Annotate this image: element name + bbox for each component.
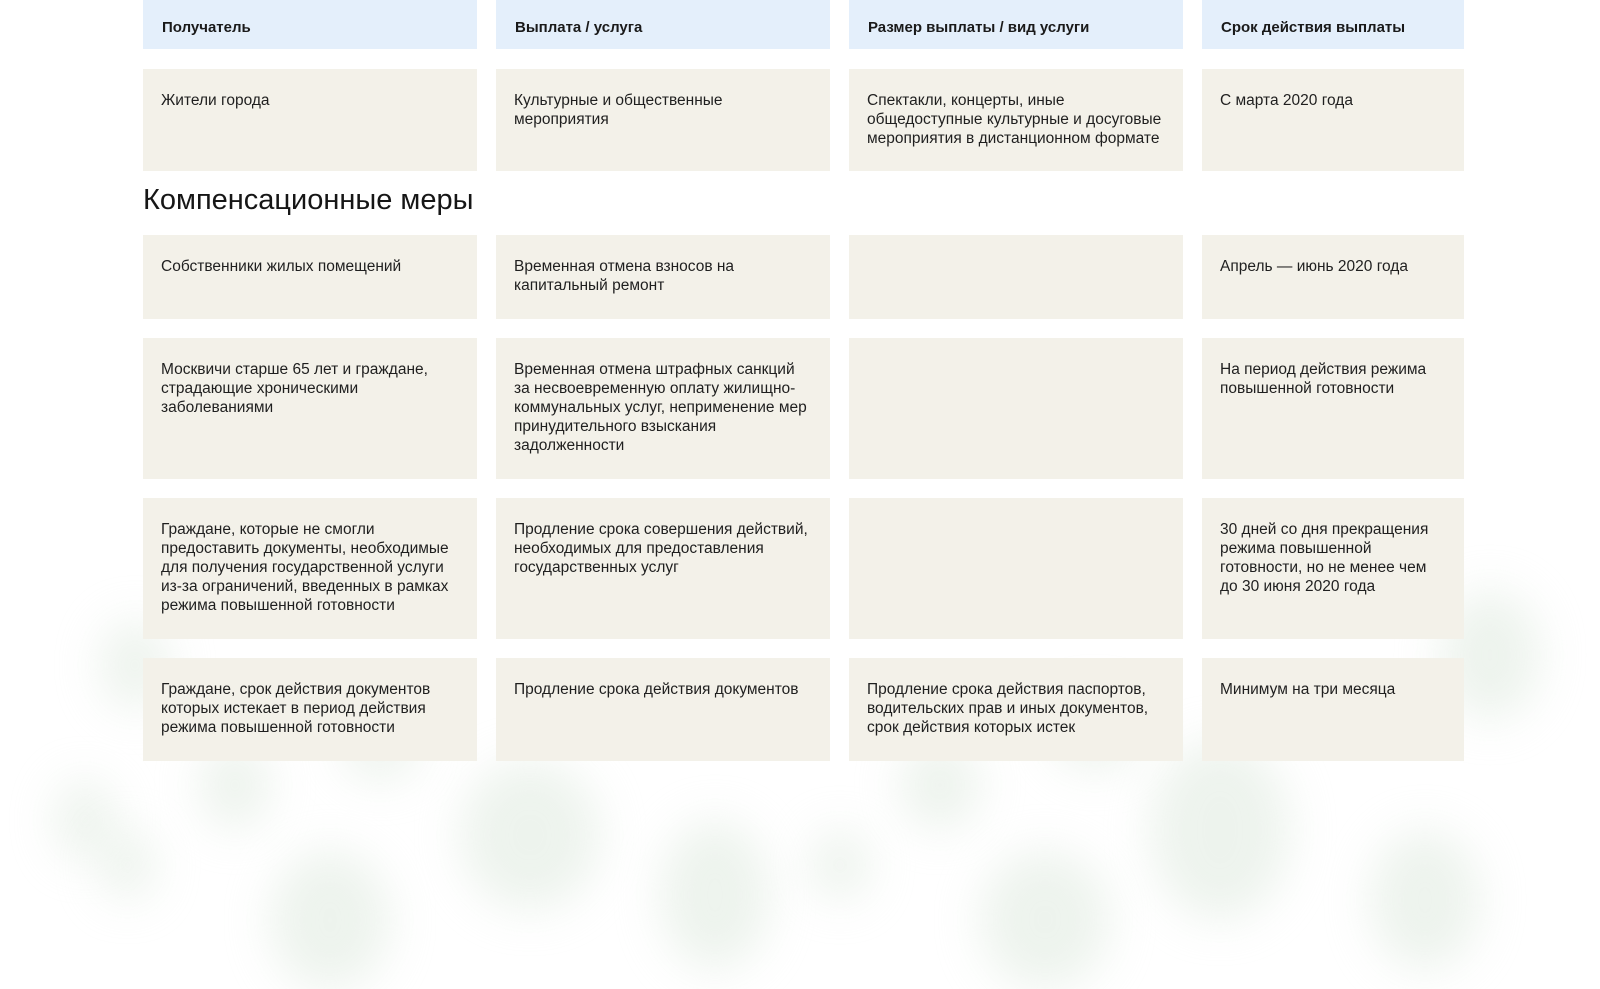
table-row: [143, 69, 1464, 171]
cell-recipient: Собственники жилых помещений: [143, 235, 477, 319]
cell-recipient: Москвичи старше 65 лет и граждане, страдающие хроническими заболеваниями: [143, 338, 477, 479]
cell-payment-size: [849, 338, 1183, 479]
table-row: [143, 338, 1464, 479]
cell-recipient: Граждане, которые не смогли предоставить документы, необходимые для получения государственной услуги из-за ограничений, введенных в рамках режима повышенной готовности: [143, 498, 477, 639]
table-row: [143, 498, 1464, 639]
cell-validity-period: С марта 2020 года: [1202, 69, 1464, 171]
table-row: [143, 235, 1464, 319]
table-header: [143, 0, 1464, 49]
cell-validity-period: Апрель — июнь 2020 года: [1202, 235, 1464, 319]
cell-payment-service: Продление срока действия документов: [496, 658, 830, 761]
cell-recipient: Граждане, срок действия документов которых истекает в период действия режима повышенной готовности: [143, 658, 477, 761]
header-payment-service: Выплата / услуга: [496, 0, 830, 49]
cell-payment-service: Временная отмена взносов на капитальный ремонт: [496, 235, 830, 319]
cell-payment-service: Культурные и общественные мероприятия: [496, 69, 830, 171]
cell-payment-service: Продление срока совершения действий, необходимых для предоставления государственных услуг: [496, 498, 830, 639]
cell-recipient: Жители города: [143, 69, 477, 171]
cell-validity-period: Минимум на три месяца: [1202, 658, 1464, 761]
cell-payment-size: Продление срока действия паспортов, водительских прав и иных документов, срок действия которых истек: [849, 658, 1183, 761]
section-title: Компенсационные меры: [143, 184, 474, 216]
header-payment-size: Размер выплаты / вид услуги: [849, 0, 1183, 49]
cell-payment-size: Спектакли, концерты, иные общедоступные культурные и досуговые мероприятия в дистанционном формате: [849, 69, 1183, 171]
cell-payment-service: Временная отмена штрафных санкций за несвоевременную оплату жилищно-коммунальных услуг, неприменение мер принудительного взыскания задолженности: [496, 338, 830, 479]
header-recipient: Получатель: [143, 0, 477, 49]
cell-payment-size: [849, 235, 1183, 319]
cell-payment-size: [849, 498, 1183, 639]
header-validity-period: Срок действия выплаты: [1202, 0, 1464, 49]
cell-validity-period: 30 дней со дня прекращения режима повышенной готовности, но не менее чем до 30 июня 2020 года: [1202, 498, 1464, 639]
table-row: [143, 658, 1464, 761]
cell-validity-period: На период действия режима повышенной готовности: [1202, 338, 1464, 479]
